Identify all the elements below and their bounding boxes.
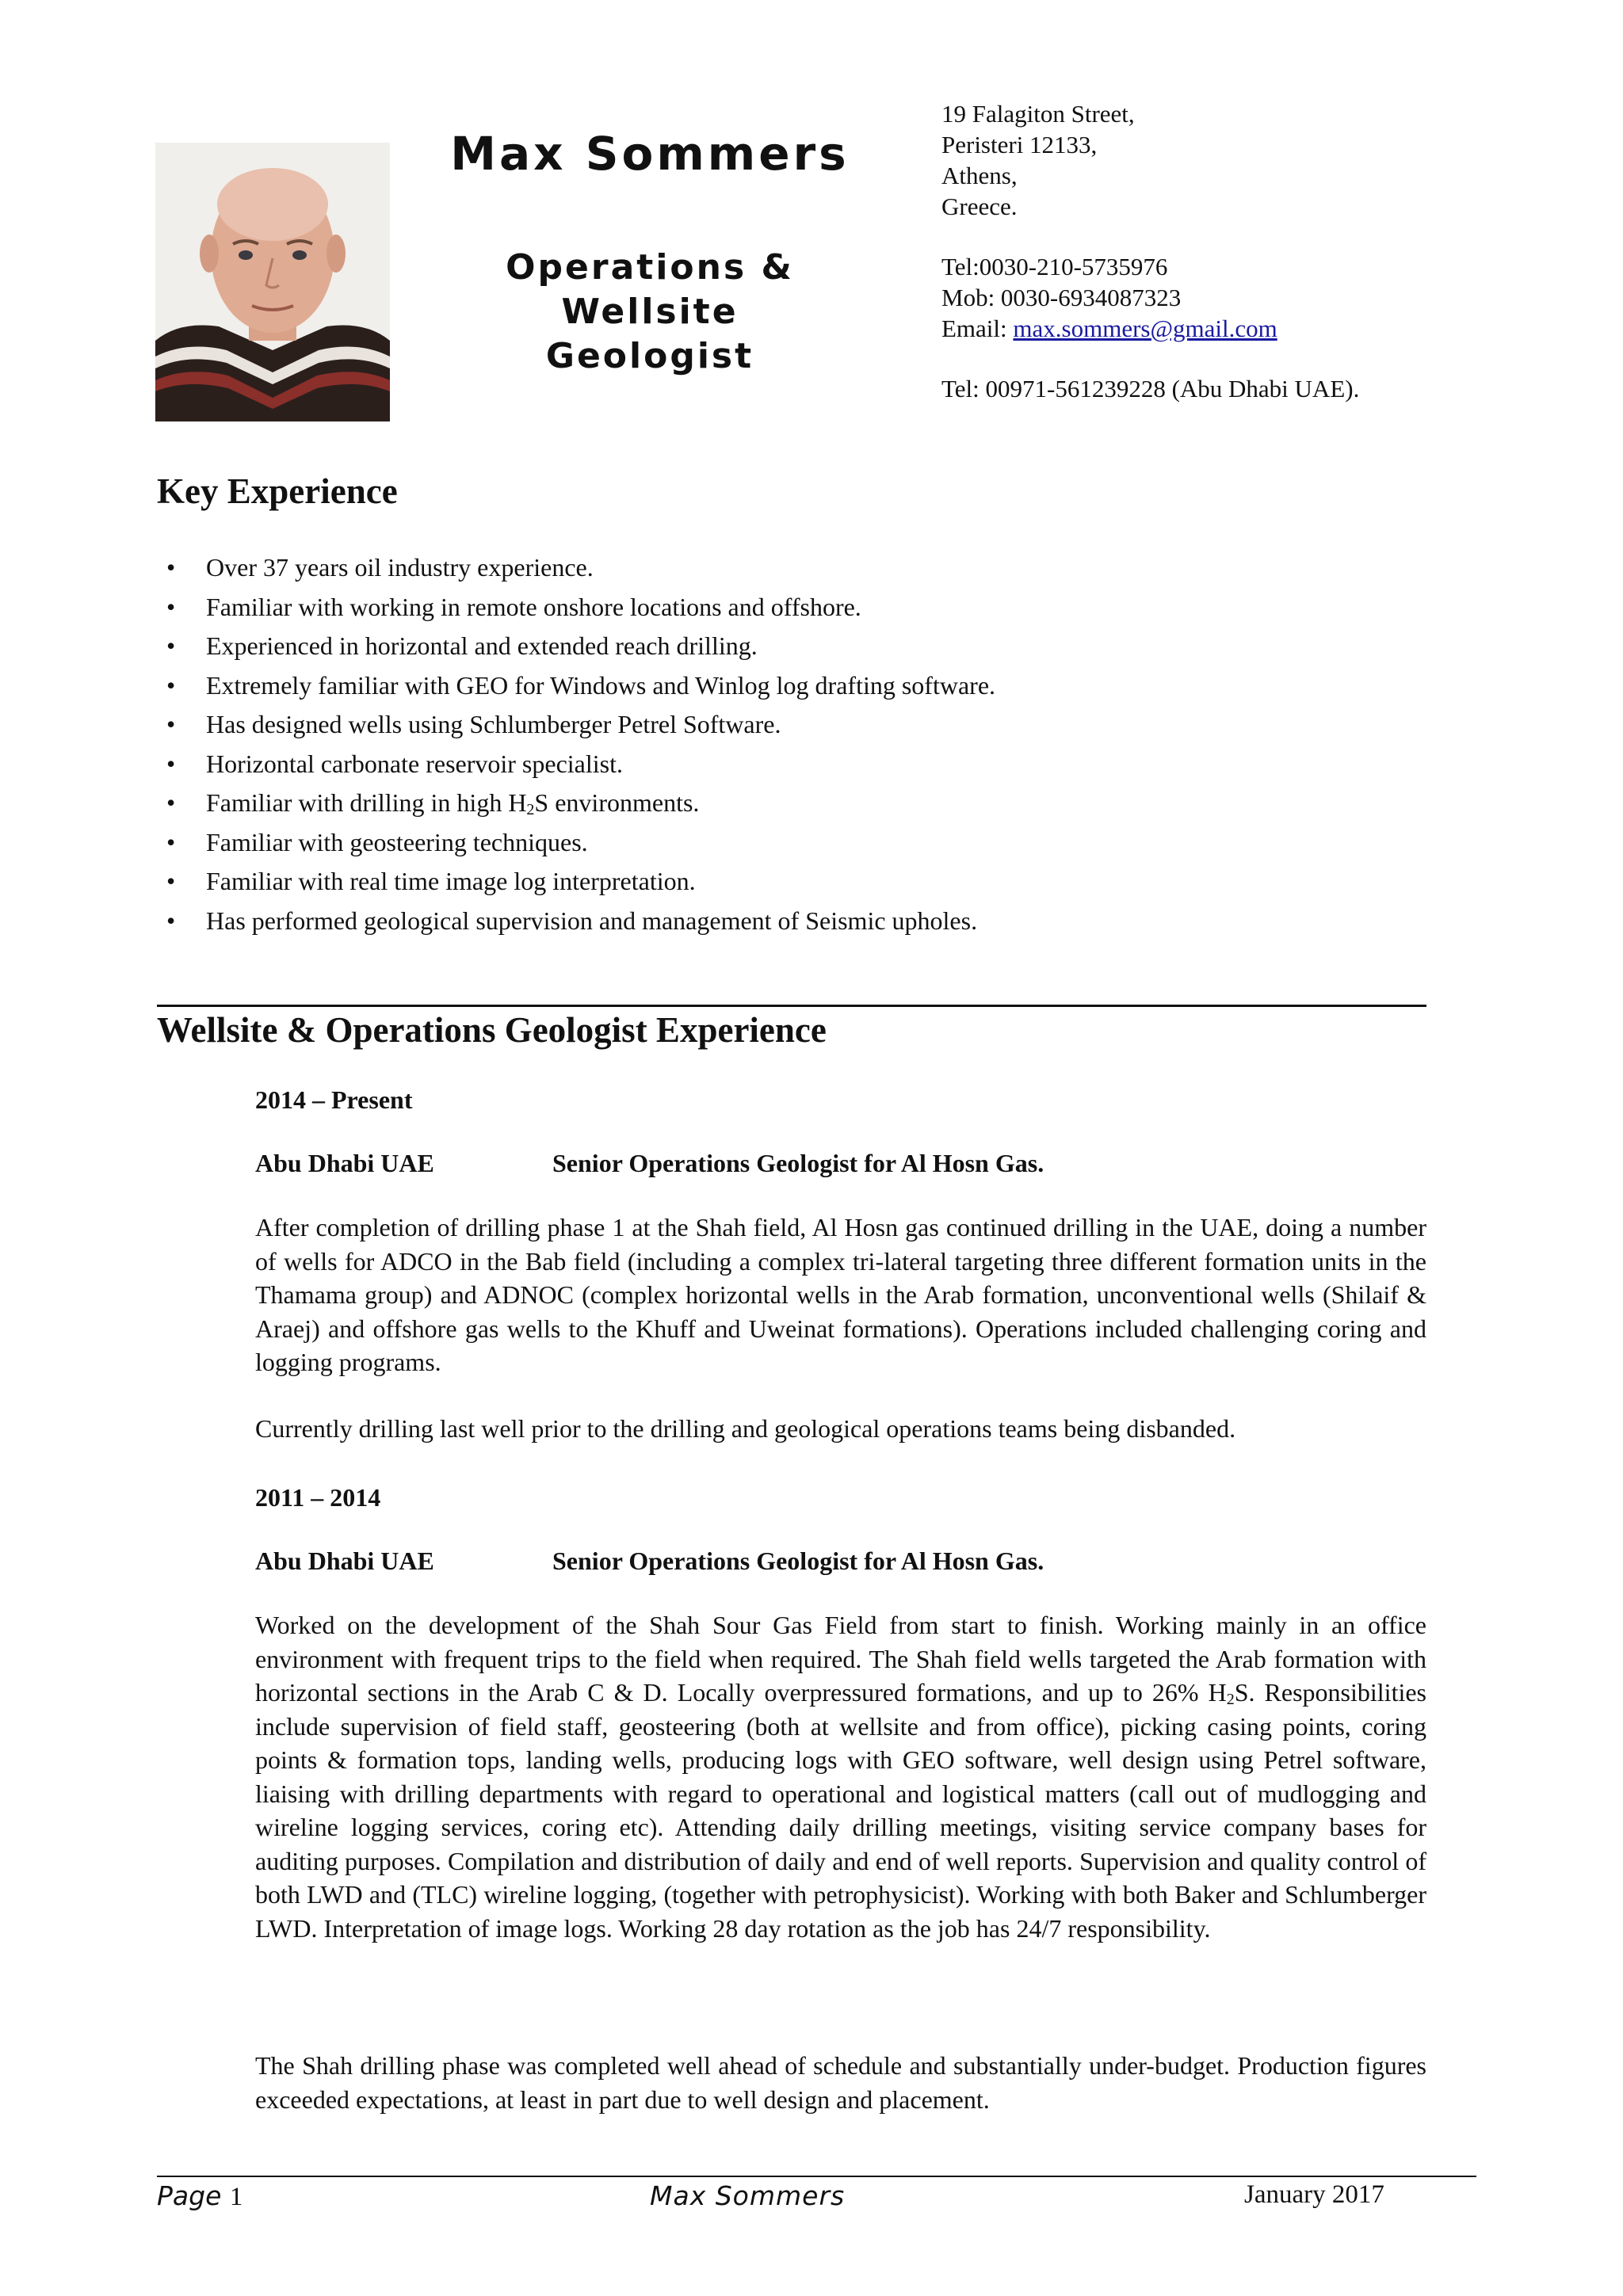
uae-phone-line: Tel: 00971-561239228 (Abu Dhabi UAE).	[941, 375, 1360, 402]
list-item: • Extremely familiar with GEO for Windows and Winlog log drafting software.	[157, 666, 995, 706]
footer-divider	[157, 2176, 1476, 2177]
job-title	[412, 246, 888, 379]
mobile-line: Mob: 0030-6934087323	[941, 284, 1182, 311]
phone-line: Tel:0030-210-5735976	[941, 253, 1168, 280]
email-line	[941, 313, 1591, 344]
subscript: 2	[1226, 1691, 1235, 1708]
email-link[interactable]: max.sommers@gmail.com	[1013, 315, 1277, 342]
list-item: • Horizontal carbonate reservoir specialist.	[157, 745, 995, 784]
footer-date: January 2017	[1244, 2180, 1384, 2209]
list-item: • Has designed wells using Schlumberger Petrel Software.	[157, 705, 995, 745]
footer-page	[157, 2180, 242, 2212]
job-title-line-2: Geologist	[545, 336, 754, 376]
list-item-text: S environments.	[534, 788, 700, 817]
list-item-text: Familiar with drilling in high H	[206, 788, 527, 817]
list-item: • Familiar with working in remote onshore locations and offshore.	[157, 588, 995, 627]
entry-period: 2014 – Present	[255, 1085, 413, 1114]
entry-description	[255, 1608, 1426, 1945]
experience-heading: Wellsite & Operations Geologist Experience	[157, 1010, 827, 1050]
subscript: 2	[526, 801, 535, 818]
job-title-line-1: Operations & Wellsite	[506, 247, 794, 332]
footer-page-number: 1	[229, 2183, 243, 2211]
list-item: • Familiar with geosteering techniques.	[157, 823, 995, 863]
candidate-name: Max Sommers	[450, 127, 850, 181]
entry-description: After completion of drilling phase 1 at the Shah field, Al Hosn gas continued drilling in the UAE, doing a number of wells for ADCO in the Bab field (including a complex tri-lateral targeting three different formation units in the Thamama group) and ADNOC (complex horizontal wells in the Arab formation, unconventional wells (Shilaif & Araej) and offshore gas wells to the Khuff and Uweinat formations). Operations included challenging coring and logging programs.	[255, 1213, 1426, 1376]
entry-text: Worked on the development of the Shah Sour Gas Field from start to finish. Working mainly in an office environment with frequent trips to the field when required. The Shah field wells targeted the Arab formation with horizontal sections in the Arab C & D. Locally overpressured formations, and up to 26% H	[255, 1611, 1426, 1707]
profile-photo	[155, 143, 390, 421]
address-line: 19 Falagiton Street,	[941, 100, 1135, 128]
entry-location: Abu Dhabi UAE	[255, 1149, 434, 1177]
address-line: Athens,	[941, 162, 1018, 189]
list-item: • Familiar with real time image log interpretation.	[157, 862, 995, 902]
key-experience-list	[157, 548, 995, 940]
entry-description: Currently drilling last well prior to the drilling and geological operations teams being disbanded.	[255, 1414, 1236, 1443]
entry-position: Senior Operations Geologist for Al Hosn Gas.	[552, 1149, 1044, 1177]
email-label: Email:	[941, 315, 1014, 342]
key-experience-heading: Key Experience	[157, 471, 398, 511]
footer-name: Max Sommers	[650, 2180, 846, 2211]
address-line: Peristeri 12133,	[941, 131, 1098, 158]
entry-position: Senior Operations Geologist for Al Hosn Gas.	[552, 1547, 1044, 1575]
footer-page-label: Page	[157, 2180, 222, 2211]
contact-block	[941, 98, 1591, 404]
address-line: Greece.	[941, 193, 1018, 220]
entry-description: The Shah drilling phase was completed well ahead of schedule and substantially under-budget. Production figures exceeded expectations, at least in part due to well design and placement.	[255, 2051, 1426, 2114]
list-item: • Over 37 years oil industry experience.	[157, 548, 995, 588]
list-item	[157, 784, 995, 823]
section-divider	[157, 1005, 1426, 1007]
entry-period: 2011 – 2014	[255, 1483, 381, 1512]
entry-text: S. Responsibilities include supervision of field staff, geosteering (both at wellsite and from office), picking casing points, coring points & formation tops, landing wells, producing logs with GEO software, well design using Petrel software, liaising with drilling departments with regard to operational and logistical matters (call out of mudlogging and wireline logging services, coring etc). Attending daily drilling meetings, visiting service company bases for auditing purposes. Compilation and distribution of daily and end of well reports. Supervision and quality control of both LWD and (TLC) wireline logging, (together with petrophysicist). Working with both Baker and Schlumberger LWD. Interpretation of image logs. Working 28 day rotation as the job has 24/7 responsibility.	[255, 1678, 1427, 1943]
list-item: • Has performed geological supervision and management of Seismic upholes.	[157, 902, 995, 941]
entry-location: Abu Dhabi UAE	[255, 1547, 434, 1575]
list-item: • Experienced in horizontal and extended reach drilling.	[157, 627, 995, 666]
